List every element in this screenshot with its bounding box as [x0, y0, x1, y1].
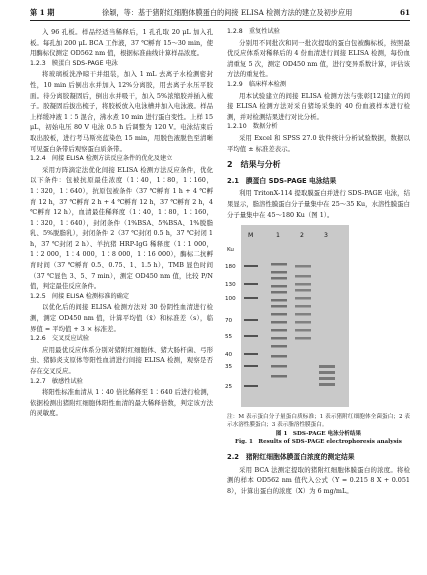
subsection-heading: 2.1 膜蛋白 SDS-PAGE 电泳结果 — [227, 176, 337, 185]
lane-label: 1 — [276, 232, 280, 240]
lane-3-band — [319, 377, 335, 380]
marker-size-label: 70 — [225, 318, 233, 325]
lane-3-band — [319, 371, 335, 374]
figure-note: 注：M 表示蛋白分子量蛋白质标准；1 表示猪附红细胞体全菌蛋白；2 表示水溶性膜蛋白；3 表示脂溶性膜蛋白。 — [227, 414, 410, 429]
axis-unit-label: Ku — [227, 247, 234, 254]
left-column — [30, 27, 213, 419]
lane-3-band — [319, 383, 335, 386]
lane-2-band — [295, 321, 311, 324]
subheading: 1.2.3 膜蛋白 SDS-PAGE 电泳 — [30, 59, 118, 67]
subsection-heading: 2.2 猪附红细胞体膜蛋白浓度的测定结果 — [227, 453, 355, 462]
lane-label: M — [248, 232, 254, 240]
sds-page-gel-image — [241, 225, 349, 407]
marker-size-label: 55 — [225, 334, 233, 341]
header-rule — [30, 20, 410, 21]
figure-title-en: Fig. 1 Results of SDS-PAGE electrophoresis analysis — [235, 438, 402, 445]
paragraph: 采用方阵滴定法优化间接 ELISA 检测方法反应条件，优化以下条件：包被抗原最佳浓度（1∶40，1∶80，1∶160，1∶320，1∶640），抗原包被条件（37 ℃孵育 1 h + 4 ℃孵育 12 h，37 ℃孵育 2 h + 4 ℃孵育 12 h，37 ℃孵育 2 h，4 ℃孵育 12 h），血清最佳稀释度（1∶40，1∶80，1∶160，1∶320，1∶640），封闭条件（1%BSA、5%BSA、1%脱脂乳、5%脱脂乳），封闭条件 2（37 ℃封闭 0.5 h，37 ℃封闭 1 h，37 ℃封闭 2 h）、羊抗猪 HRP-IgG 稀释度（1∶1 000，1∶2 000，1∶4 000，1∶8 000，1∶16 000），酶标二抗孵育时间（37 ℃孵育 0.5、0.75、1、1.5 h），TMB 显色时间（37 ℃显色 3、5、7 min），测定 OD450 nm 值，比较 P/N 值，判定最佳反应条件。 — [30, 165, 213, 291]
figure-title-cn: 图 1 SDS-PAGE 电泳分析结果 — [275, 430, 362, 437]
lane-2-band — [295, 313, 311, 316]
lane-1-band — [271, 263, 287, 266]
marker-size-label: 130 — [225, 282, 236, 289]
lane-label: 3 — [324, 232, 328, 240]
page-header — [30, 6, 410, 20]
lane-1-band — [271, 321, 287, 324]
marker-band — [244, 353, 258, 355]
marker-size-label: 100 — [225, 296, 236, 303]
paragraph: 采用 BCA 法测定提取的猪附红细胞体膜蛋白的浓度。将检测的样本 OD562 nm 值代入公式（Y = 0.215 8 X + 0.051 8），计算出蛋白的浓度（X）为 6 mg/mL。 — [227, 465, 410, 495]
lane-1-band — [271, 337, 287, 340]
gel-bands — [241, 225, 349, 407]
figure-caption — [227, 413, 410, 446]
subheading: 1.2.5 间接 ELISA 检测标准的确定 — [30, 292, 130, 300]
paragraph: 将玻璃板洗净晾干并组装，加入 1 mL 去离子水检测密封性，10 min 后倒出水并加入 12%分离胶，用去离子水压平胶面。待分离胶凝固后，倒出水并吸干，加入 5%浓缩胶并插入梳子。胶凝固后拔出梳子，将胶板放入电泳槽并加入电泳液。样品上样缓冲液 1∶5 混合，沸水煮 10 min 进行蛋白变性。上样 15 μL，初始电压 80 V 电泳 0.5 h 后调整为 120 V。电泳结束后取出胶板，进行考马斯亮蓝染色 15 min，用脱色液脱色至清晰可见蛋白条带后观察蛋白质条带。 — [30, 70, 214, 153]
paragraph: 利用 TritonX-114 提取膜蛋白并进行 SDS-PAGE 电泳，结果显示，脂溶性膜蛋白分子量集中在 25～35 Ku，水溶性膜蛋白分子量集中在 45～180 Ku（图 1）。 — [227, 189, 410, 219]
lane-1-band — [271, 365, 287, 368]
marker-size-label: 35 — [225, 364, 233, 371]
lane-1-band — [271, 285, 287, 288]
lane-2-band — [295, 265, 311, 268]
marker-band — [244, 335, 258, 337]
page-number: 61 — [399, 8, 410, 17]
paragraph: 采用 Excel 和 SPSS 27.0 软件统计分析试验数据，数据以平均值 ± 标准差表示。 — [227, 133, 410, 153]
running-title: 徐颖，等：基于猪附红细胞体膜蛋白的间接 ELISA 检测方法的建立及初步应用 — [102, 8, 353, 17]
right-column-bottom — [227, 452, 410, 496]
marker-size-label: 40 — [225, 352, 233, 359]
paragraph: 将阳性标准血清从 1∶40 倍比稀释至 1∶640 后进行检测，依据检测出猪附红细胞体阳性血清的最大稀释倍数，判定该方法的灵敏度。 — [30, 388, 213, 418]
lane-2-band — [295, 329, 311, 332]
subheading: 1.2.4 间接 ELISA 检测方法反应条件的优化及建立 — [30, 155, 173, 163]
subheading: 1.2.6 交叉反应试验 — [30, 335, 90, 343]
lane-2-band — [295, 275, 311, 278]
lane-1-band — [271, 329, 287, 332]
subheading: 1.2.7 敏感性试验 — [30, 377, 83, 385]
lane-1-band — [271, 375, 287, 378]
lane-1-band — [271, 305, 287, 308]
lane-3-band — [319, 365, 335, 368]
marker-band — [244, 385, 258, 387]
lane-1-band — [271, 277, 287, 280]
lane-2-band — [295, 283, 311, 286]
paragraph: 以优化后的间接 ELISA 检测方法对 30 份阴性血清进行检测，测定 OD450 nm 值，计算平均值（x̄）和标准差（s），临界值 = 平均值 + 3 × 标准差。 — [30, 303, 213, 333]
lane-2-band — [295, 305, 311, 308]
issue-number: 第 1 期 — [30, 8, 55, 17]
marker-size-label: 180 — [225, 264, 236, 271]
marker-band — [244, 365, 258, 367]
lane-1-band — [271, 355, 287, 358]
marker-band — [244, 319, 258, 321]
marker-size-label: 25 — [225, 384, 233, 391]
lane-label: 2 — [300, 232, 304, 240]
subheading: 1.2.8 重复性试验 — [227, 28, 280, 35]
lane-2-band — [295, 297, 311, 300]
lane-1-band — [271, 313, 287, 316]
subheading: 1.2.9 临床样本检测 — [227, 80, 287, 88]
figure-1 — [227, 223, 410, 449]
section-heading: 2 结果与分析 — [227, 160, 281, 170]
lane-1-band — [271, 271, 287, 274]
paragraph: 用本试验建立的间接 ELISA 检测方法与张彰[12]建立的间接 ELISA 检测方法对采自猪场采集的 40 份血液样本进行检测，并对检测结果进行对比分析。 — [227, 91, 410, 121]
marker-band — [244, 265, 258, 267]
lane-1-band — [271, 291, 287, 294]
paragraph: 入 96 孔板。样品经适当稀释后，1 孔孔取 20 μL 加入孔板。每孔加 200 μL BCA 工作液，37 ℃孵育 15～30 min，使用酶标仪测定 OD562 nm 值，根据标准曲线计算样品浓度。 — [30, 28, 213, 58]
lane-2-band — [295, 289, 311, 292]
lane-1-band — [271, 345, 287, 348]
marker-band — [244, 297, 258, 299]
right-column — [227, 27, 410, 496]
paragraph: 分别用不同批次和同一批次提取的蛋白包被酶标板，按照最优反应体系对稀释后的 4 份血清进行间接 ELISA 检测，每份血清重复 5 次，测定 OD450 nm 值，进行变异系数计算，评估该方法的重复性。 — [227, 38, 410, 79]
right-column-top — [227, 27, 410, 220]
subheading: 1.2.10 数据分析 — [227, 123, 278, 131]
lane-2-band — [295, 337, 311, 340]
paragraph: 应用最优反应体系分别对猪附红细胞体、猪大肠杆菌、弓形虫、猪肺炎支原体等阳性血清进行间接 ELISA 检测，观察是否存在交叉反应。 — [30, 345, 213, 375]
marker-band — [244, 283, 258, 285]
lane-1-band — [271, 299, 287, 302]
